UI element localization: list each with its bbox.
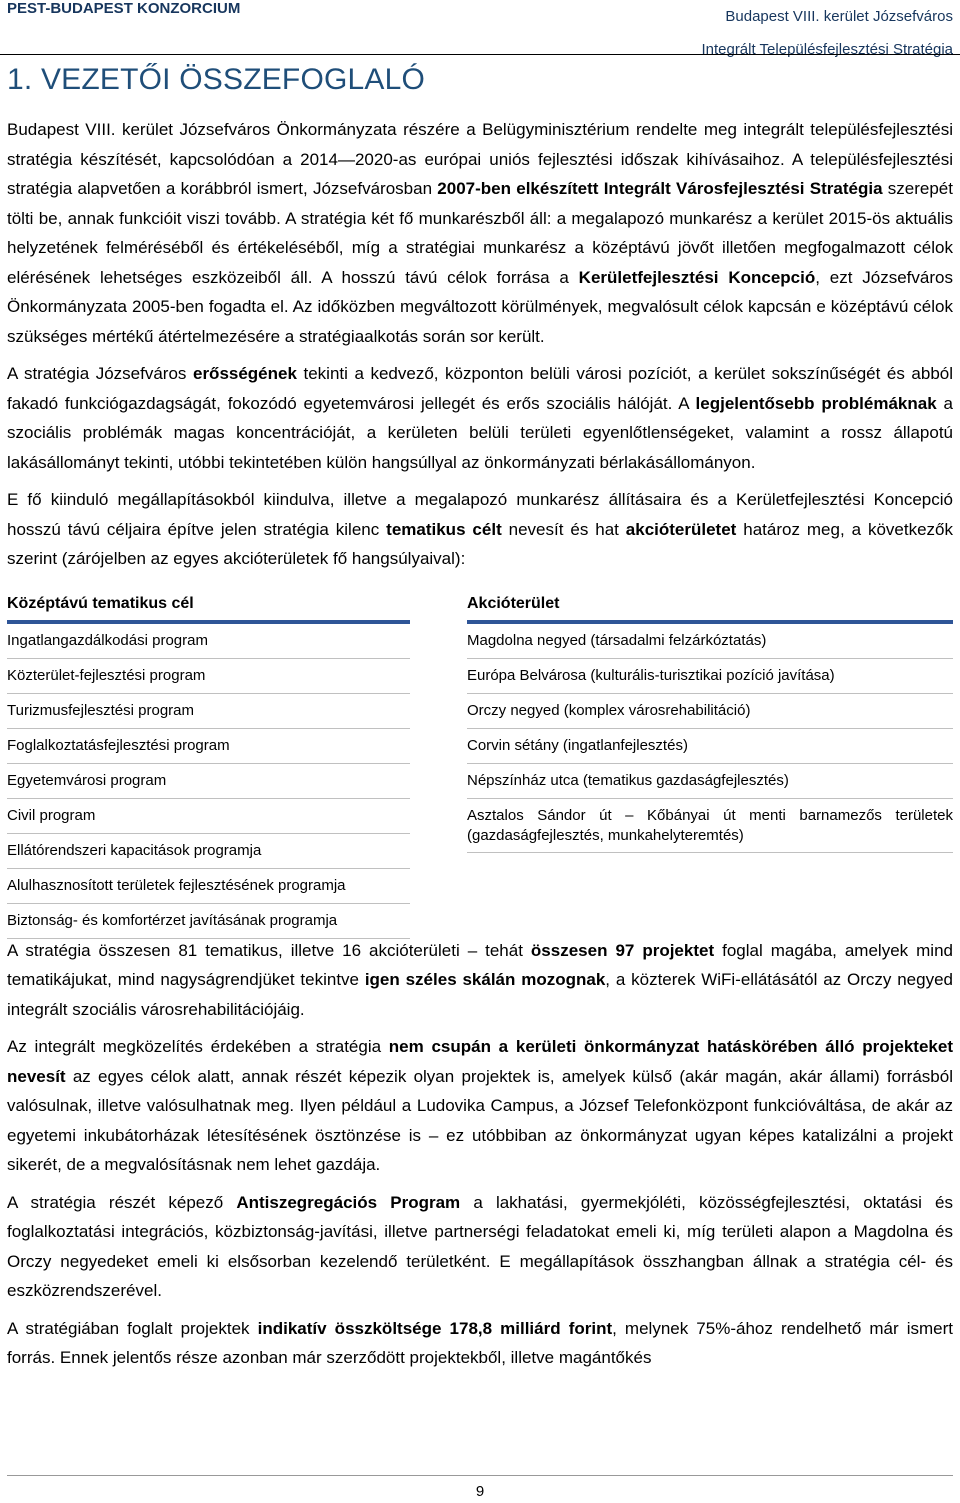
location-line-1: Budapest VIII. kerület Józsefváros <box>725 8 953 25</box>
thematic-goal-item: Ellátórendszeri kapacitások programja <box>7 834 410 869</box>
text-run: A stratégia összesen 81 tematikus, illetve 16 akcióterületi – tehát <box>7 940 531 960</box>
page-number: 9 <box>475 1483 485 1500</box>
thematic-goal-item: Biztonság- és komfortérzet javításának programja <box>7 904 410 939</box>
text-run: határoz meg, a következők szerint (zárójelben az egyes akcióterületek fő hangsúlyaival): <box>7 519 953 568</box>
bold-text: nem csupán a kerületi önkormányzat hatáskörében álló projekteket nevesít <box>7 1037 953 1086</box>
paragraph <box>7 359 953 477</box>
bold-text: igen széles skálán mozognak <box>364 970 606 989</box>
text-run: Az integrált megközelítés érdekében a stratégia <box>7 1037 389 1056</box>
text-run: , ezt Józsefváros Önkormányzata 2005-ben fogadta el. Az időközben megváltozott körülmények, megvalósult célok kapcsán e középtávú célok szükséges mértékű átértelmezésére a stratégiaalkotás során sor került. <box>7 267 953 346</box>
paragraphs-summary <box>7 936 953 1373</box>
text-run: A stratégia részét képező <box>7 1192 237 1212</box>
text-run: A stratégiában foglalt projektek <box>7 1318 258 1338</box>
bold-text: Kerületfejlesztési Koncepció <box>578 267 816 287</box>
thematic-goal-item: Egyetemvárosi program <box>7 764 410 799</box>
action-area-item: Corvin sétány (ingatlanfejlesztés) <box>467 729 953 764</box>
goals-table <box>7 582 953 932</box>
bold-text: erősségének <box>192 364 297 383</box>
paragraph <box>7 1314 953 1373</box>
section-title: 1. VEZETŐI ÖSSZEFOGLALÓ <box>7 63 426 96</box>
thematic-goal-item: Alulhasznosított területek fejlesztésének programja <box>7 869 410 904</box>
consortium-name: PEST-BUDAPEST KONZORCIUM <box>7 0 241 17</box>
text-run: E fő kiinduló megállapításokból kiindulva, illetve a megalapozó munkarész állításaira és a Kerületfejlesztési Koncepció hosszú távú céljaira építve jelen stratégia kilenc <box>7 490 953 539</box>
bold-text: összesen 97 projektet <box>530 940 715 960</box>
action-area-item: Magdolna negyed (társadalmi felzárkóztatás) <box>467 624 953 659</box>
paragraph <box>7 1032 953 1180</box>
thematic-goals-column <box>7 582 410 939</box>
thematic-goal-item: Közterület-fejlesztési program <box>7 659 410 694</box>
document-location <box>701 0 953 66</box>
paragraph <box>7 115 953 351</box>
bold-text: 2007-ben elkészített Integrált Városfejlesztési Stratégia <box>437 179 883 198</box>
text-run: , a közterek WiFi-ellátásától az Orczy negyed integrált szociális városrehabilitációjáig. <box>7 970 953 1019</box>
action-areas-header: Akcióterület <box>467 582 953 624</box>
text-run: foglal magába, amelyek mind tematikájukat, mind nagyságrendjüket tekintve <box>7 940 953 989</box>
action-areas-column <box>467 582 953 853</box>
bold-text: Antiszegregációs Program <box>236 1192 461 1212</box>
thematic-goal-item: Civil program <box>7 799 410 834</box>
footer-divider <box>7 1475 953 1476</box>
header-divider <box>0 54 960 55</box>
text-run: nevesít és hat <box>501 519 626 539</box>
thematic-goal-item: Foglalkoztatásfejlesztési program <box>7 729 410 764</box>
paragraph <box>7 936 953 1025</box>
text-run: a szociális problémák magas koncentrációját, a kerületen belüli területi egyenlőtlenségeket, valamint a rossz állapotú lakásállományt tekinti, utóbbi tekintetében külön hangsúllyal az önkormányzati bérlakásállományon. <box>7 393 953 472</box>
paragraph <box>7 485 953 574</box>
page-header <box>0 0 960 58</box>
action-area-item: Orczy negyed (komplex városrehabilitáció) <box>467 694 953 729</box>
location-line-2: Integrált Településfejlesztési Stratégia <box>701 41 953 58</box>
action-area-item: Asztalos Sándor út – Kőbányai út menti barnamezős területek (gazdaságfejlesztés, munkahelyteremtés) <box>467 799 953 853</box>
thematic-goal-item: Turizmusfejlesztési program <box>7 694 410 729</box>
text-run: az egyes célok alatt, annak részét képezik olyan projektek is, amelyek külső (akár magán, akár állami) forrásból valósulnak, illetve valósulhatnak meg. Ilyen például a Ludovika Campus, a József Telefonközpont funkcióváltása, de akár az egyetemi inkubátorházak létesítésének ösztönzése is – ez utóbbiban az önkormányzat ugyan képes katalizálni a projekt sikerét, de a megvalósításnak nem lehet gazdája. <box>7 1066 953 1174</box>
bold-text: akcióterületet <box>625 519 737 539</box>
paragraphs-intro <box>7 115 953 574</box>
text-run: , melynek 75%-ához rendelhető már ismert forrás. Ennek jelentős része azonban már szerződött projektekből, illetve magántőkés <box>7 1318 953 1367</box>
text-run: a lakhatási, gyermekjóléti, közösségfejlesztési, oktatási és foglalkoztatási integrációs, közbiztonság-javítási, illetve partnerségi feladatokat emeli ki, míg területi alapon a Magdolna és Orczy negyedeket emeli ki elsősorban kezelendő területként. E megállapítások összhangban állnak a stratégia cél- és eszközrendszerével. <box>7 1192 953 1300</box>
text-run: szerepét tölti be, annak funkcióit viszi tovább. A stratégia két fő munkarészből áll: a megalapozó munkarész a kerület 2015-ös aktuális helyzetének felméréséből és értékeléséből, míg a stratégiai munkarész a középtávú jövőt illetően megfogalmazott célok elérésének lehetséges eszközeiből áll. A hosszú távú célok forrása a <box>7 179 953 287</box>
bold-text: tematikus célt <box>386 519 502 539</box>
thematic-goal-item: Ingatlangazdálkodási program <box>7 624 410 659</box>
text-run: A stratégia Józsefváros <box>7 364 193 383</box>
text-run: Budapest VIII. kerület Józsefváros Önkormányzata részére a Belügyminisztérium rendelte meg integrált településfejlesztési stratégia készítését, kapcsolódóan a 2014—2020-as európai uniós fejlesztési időszak kihívásaihoz. A településfejlesztési stratégia alapvetően a korábbról ismert, Józsefvárosban <box>7 120 953 198</box>
action-area-item: Népszínház utca (tematikus gazdaságfejlesztés) <box>467 764 953 799</box>
thematic-goals-header: Középtávú tematikus cél <box>7 582 410 624</box>
document-body <box>7 115 953 1381</box>
bold-text: indikatív összköltsége 178,8 milliárd forint <box>257 1318 613 1338</box>
action-area-item: Európa Belvárosa (kulturális-turisztikai pozíció javítása) <box>467 659 953 694</box>
text-run: tekinti a kedvező, központon belüli városi pozíciót, a kerület sokszínűségét és abból fakadó funkciógazdagságát, fokozódó egyetemvárosi jellegét és erős szociális hálóját. A <box>7 364 954 413</box>
bold-text: legjelentősebb problémáknak <box>695 393 937 413</box>
paragraph <box>7 1188 953 1306</box>
